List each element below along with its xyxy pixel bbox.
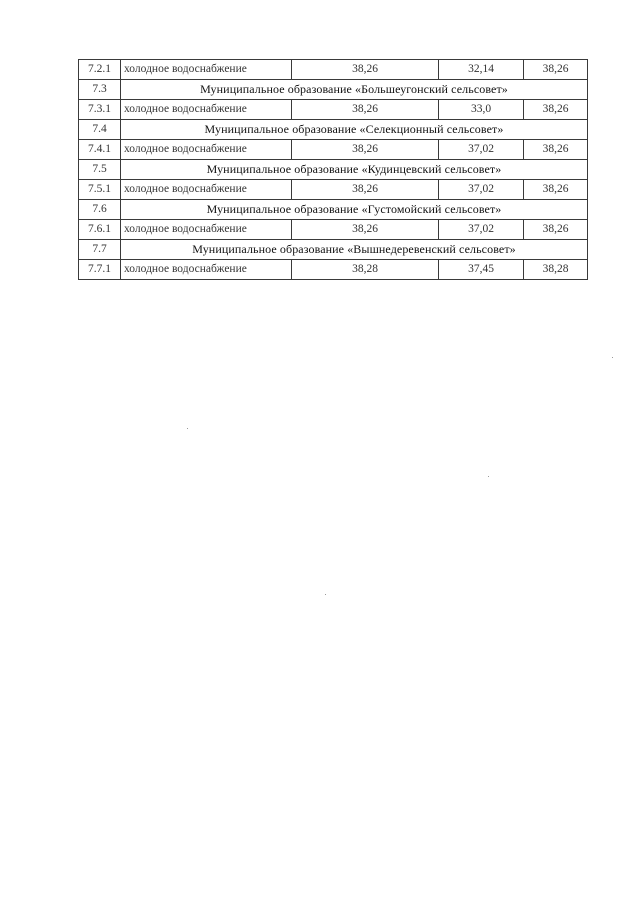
tariff-value-2: 37,02 xyxy=(439,140,524,160)
tariff-value-3: 38,26 xyxy=(524,60,588,80)
service-name: холодное водоснабжение xyxy=(121,260,292,280)
tariff-value-3: 38,26 xyxy=(524,220,588,240)
service-name: холодное водоснабжение xyxy=(121,220,292,240)
municipality-header-row xyxy=(79,80,588,100)
municipality-header-row xyxy=(79,120,588,140)
tariff-value-2: 33,0 xyxy=(439,100,524,120)
row-number: 7.5.1 xyxy=(79,180,121,200)
tariff-value-3: 38,26 xyxy=(524,140,588,160)
municipality-title: Муниципальное образование «Кудинцевский сельсовет» xyxy=(121,160,588,180)
service-row xyxy=(79,100,588,120)
scan-speck xyxy=(325,594,326,595)
service-row xyxy=(79,260,588,280)
row-number: 7.6.1 xyxy=(79,220,121,240)
service-row xyxy=(79,180,588,200)
tariff-value-2: 37,02 xyxy=(439,180,524,200)
scan-speck xyxy=(488,476,489,477)
service-row xyxy=(79,220,588,240)
tariff-value-1: 38,26 xyxy=(292,100,439,120)
row-number: 7.2.1 xyxy=(79,60,121,80)
scan-speck xyxy=(187,428,188,429)
row-number: 7.3.1 xyxy=(79,100,121,120)
tariff-table xyxy=(78,59,588,280)
tariff-value-1: 38,26 xyxy=(292,60,439,80)
service-row xyxy=(79,60,588,80)
row-number: 7.4.1 xyxy=(79,140,121,160)
municipality-header-row xyxy=(79,160,588,180)
tariff-value-1: 38,26 xyxy=(292,180,439,200)
row-number: 7.5 xyxy=(79,160,121,180)
service-row xyxy=(79,140,588,160)
tariff-value-1: 38,28 xyxy=(292,260,439,280)
scan-speck xyxy=(612,357,613,358)
tariff-value-1: 38,26 xyxy=(292,220,439,240)
tariff-value-2: 37,02 xyxy=(439,220,524,240)
tariff-value-3: 38,26 xyxy=(524,180,588,200)
tariff-value-2: 32,14 xyxy=(439,60,524,80)
tariff-value-3: 38,28 xyxy=(524,260,588,280)
municipality-header-row xyxy=(79,200,588,220)
row-number: 7.7.1 xyxy=(79,260,121,280)
service-name: холодное водоснабжение xyxy=(121,60,292,80)
service-name: холодное водоснабжение xyxy=(121,100,292,120)
row-number: 7.6 xyxy=(79,200,121,220)
municipality-title: Муниципальное образование «Большеугонский сельсовет» xyxy=(121,80,588,100)
tariff-value-3: 38,26 xyxy=(524,100,588,120)
municipality-title: Муниципальное образование «Вышнедеревенский сельсовет» xyxy=(121,240,588,260)
tariff-value-2: 37,45 xyxy=(439,260,524,280)
row-number: 7.3 xyxy=(79,80,121,100)
service-name: холодное водоснабжение xyxy=(121,140,292,160)
municipality-header-row xyxy=(79,240,588,260)
row-number: 7.4 xyxy=(79,120,121,140)
service-name: холодное водоснабжение xyxy=(121,180,292,200)
municipality-title: Муниципальное образование «Селекционный сельсовет» xyxy=(121,120,588,140)
municipality-title: Муниципальное образование «Густомойский сельсовет» xyxy=(121,200,588,220)
row-number: 7.7 xyxy=(79,240,121,260)
tariff-value-1: 38,26 xyxy=(292,140,439,160)
tariff-table-body xyxy=(79,60,588,280)
